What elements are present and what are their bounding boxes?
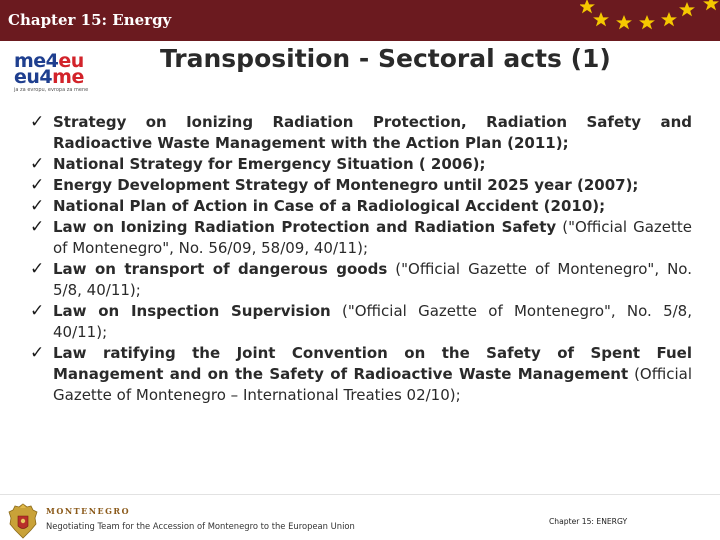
bullet-item <box>30 154 692 175</box>
footer-chapter: Chapter 15: ENERGY <box>549 517 628 526</box>
bullet-bold-text: National Plan of Action in Case of a Radiological Accident (2010); <box>53 197 606 215</box>
bullet-item <box>30 301 692 343</box>
footer-team: Negotiating Team for the Accession of Montenegro to the European Union <box>46 521 355 531</box>
footer-country: MONTENEGRO <box>46 506 131 516</box>
bullet-plain-text: ("Official Gazette of Montenegro", No. 5/8, 40/11); <box>53 302 692 341</box>
check-icon: ✓ <box>30 217 45 237</box>
logo-line-2 <box>14 68 84 87</box>
check-icon: ✓ <box>30 175 45 195</box>
check-icon: ✓ <box>30 259 45 279</box>
slide-title: Transposition - Sectoral acts (1) <box>160 44 611 73</box>
bullet-bold-text: Strategy on Ionizing Radiation Protection, Radiation Safety and Radioactive Waste Management with the Action Plan (2011); <box>53 113 692 152</box>
logo-tagline: ja za evropu, evropa za mene <box>14 87 89 93</box>
bullet-bold-text: Law ratifying the Joint Convention on the Safety of Spent Fuel Management and on the Safety of Radioactive Waste Management <box>53 344 692 383</box>
bullet-bold-text: Law on transport of dangerous goods <box>53 260 388 278</box>
check-icon: ✓ <box>30 196 45 216</box>
footer-divider <box>0 494 720 495</box>
star-icon <box>639 15 655 29</box>
star-icon <box>580 0 595 13</box>
check-icon: ✓ <box>30 154 45 174</box>
star-icon <box>616 15 632 29</box>
eu-stars-icon <box>580 0 720 41</box>
logo-text: eu <box>58 50 84 72</box>
logo-text: me4 <box>14 50 59 72</box>
star-icon <box>679 2 695 16</box>
check-icon: ✓ <box>30 343 45 363</box>
check-icon: ✓ <box>30 301 45 321</box>
bullet-list <box>30 112 692 406</box>
bullet-bold-text: National Strategy for Emergency Situation ( 2006); <box>53 155 486 173</box>
check-icon: ✓ <box>30 112 45 132</box>
bullet-bold-text: Law on Ionizing Radiation Protection and Radiation Safety <box>53 218 557 236</box>
bullet-bold-text: Energy Development Strategy of Montenegro until 2025 year (2007); <box>53 176 639 194</box>
bullet-item <box>30 217 692 259</box>
bullet-item <box>30 112 692 154</box>
bullet-plain-text: (Official Gazette of Montenegro – International Treaties 02/10); <box>53 365 693 404</box>
bullet-item <box>30 259 692 301</box>
bullet-item <box>30 196 692 217</box>
chapter-title: Chapter 15: Energy <box>8 11 172 29</box>
logo-text: eu4 <box>14 66 53 88</box>
header-bar <box>0 0 720 41</box>
star-icon <box>703 0 719 10</box>
bullet-bold-text: Law on Inspection Supervision <box>53 302 331 320</box>
me4eu-logo <box>14 52 134 98</box>
star-icon <box>593 12 609 26</box>
logo-text: me <box>52 66 84 88</box>
bullet-plain-text: ("Official Gazette of Montenegro", No. 5/8, 40/11); <box>53 260 692 299</box>
bullet-item <box>30 175 692 196</box>
bullet-plain-text: ("Official Gazette of Montenegro", No. 56/09, 58/09, 40/11); <box>53 218 692 257</box>
star-icon <box>661 12 677 26</box>
bullet-item <box>30 343 692 406</box>
coat-of-arms-icon <box>5 502 41 540</box>
